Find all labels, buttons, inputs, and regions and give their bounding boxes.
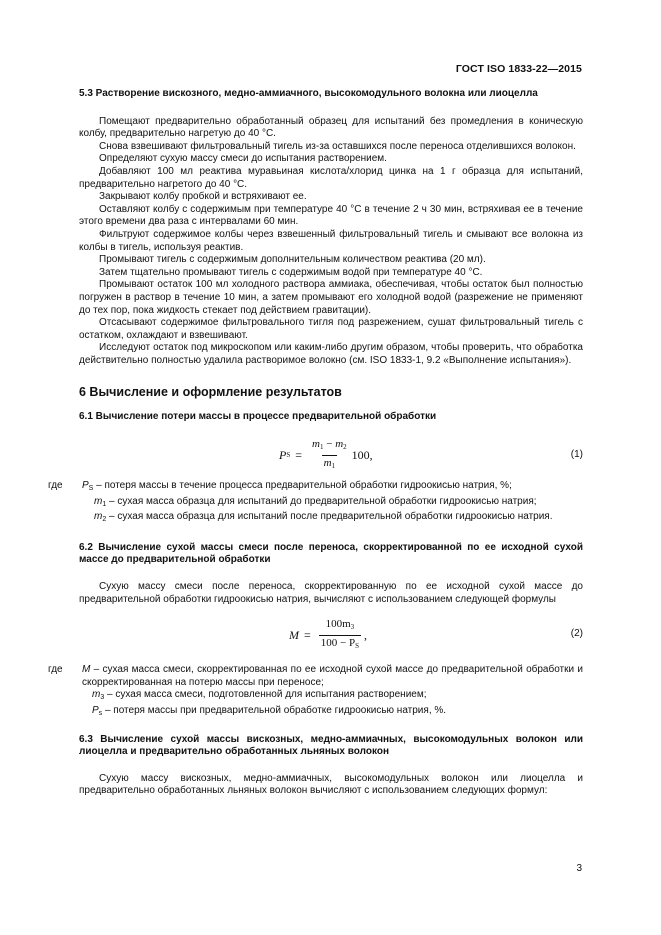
section-5-3-title: 5.3 Растворение вискозного, медно-аммиачного, высокомодульного волокна или лиоцелла bbox=[79, 88, 538, 99]
definition-subscript: s bbox=[98, 710, 103, 717]
paragraph: Фильтруют содержимое колбы через взвешенный фильтровальный тигель и смывают все волокна из колбы в тигель, используя реактив. bbox=[79, 228, 583, 253]
page-content bbox=[48, 88, 583, 798]
paragraph: Промывают остаток 100 мл холодного раствора аммиака, обеспечивая, чтобы остаток был полностью погружен в раствор в течение 10 мин, а затем промывают его холодной водой (разрежение не применяют до тех пор, пока жидкость стекает под действием гравитации). bbox=[79, 279, 583, 316]
paragraph: Затем тщательно промывают тигель с содержимым водой при температуре 40 °C. bbox=[99, 266, 483, 278]
formula-2 bbox=[289, 618, 367, 652]
formula-2-row bbox=[79, 614, 583, 660]
definition-text: – сухая масса образца для испытаний после предварительной обработки гидроокисью натрия. bbox=[106, 511, 553, 523]
definition-item bbox=[82, 664, 583, 689]
formula-text: 100 − P bbox=[320, 636, 356, 649]
formula-text: 100m bbox=[325, 618, 351, 631]
paragraph: Исследуют остаток под микроскопом или каким-либо другим образом, чтобы проверить, что обработка действительно полностью удалила растворимое волокно (см. ISO 1833-1, 9.2 «Выполнение испытания»). bbox=[79, 342, 583, 366]
definition-symbol: P bbox=[82, 480, 89, 492]
paragraph: Добавляют 100 мл реактива муравьиная кислота/хлорид цинка на 1 г образца для испытаний, предварительно нагретого до 40 °C. bbox=[79, 165, 583, 190]
definition-item bbox=[82, 705, 583, 721]
definition-item bbox=[82, 511, 583, 527]
paragraph: Промывают тигель с содержимым дополнительным количеством реактива (20 мл). bbox=[99, 254, 486, 266]
definition-symbol: m bbox=[92, 689, 101, 701]
paragraph: Сухую массу вискозных, медно-аммиачных, высокомодульных волокон или лиоцелла и предварительно обработанных льняных волокон вычисляют с использованием следующих формул: bbox=[79, 772, 583, 797]
formula-equals: = bbox=[304, 628, 311, 643]
definition-item bbox=[82, 480, 583, 496]
definition-subscript: 1 bbox=[102, 500, 107, 508]
definition-text: – сухая масса образца для испытаний до предварительной обработки гидроокисью натрия; bbox=[106, 495, 537, 507]
formula-fraction bbox=[310, 438, 349, 472]
formula-symbol: m bbox=[312, 438, 320, 451]
formula-operator: − bbox=[323, 438, 336, 451]
definition-symbol: m bbox=[94, 511, 103, 523]
section-5-3-body bbox=[79, 116, 583, 368]
formula-tail: 100, bbox=[351, 447, 373, 462]
formula-symbol: m bbox=[323, 456, 332, 469]
definition-symbol: P bbox=[92, 705, 99, 716]
definition-subscript: 2 bbox=[102, 516, 107, 524]
where-word: где bbox=[48, 664, 63, 676]
section-6-2-title: 6.2 Вычисление сухой массы смеси после переноса, скорректированной по ее исходной сухой массе до предварительной обработки bbox=[79, 541, 583, 566]
formula-1-definitions bbox=[48, 480, 583, 527]
definition-text: – сухая масса смеси, подготовленной для испытания растворением; bbox=[104, 689, 427, 701]
definition-text: – потеря массы при предварительной обработке гидроокисью натрия, %. bbox=[102, 705, 447, 716]
formula-1-row bbox=[79, 436, 583, 478]
paragraph: Помещают предварительно обработанный образец для испытаний без промедления в коническую колбу, предварительно нагретую до 40 °C. bbox=[79, 115, 583, 140]
formula-subscript: S bbox=[286, 450, 291, 459]
definition-symbol: M bbox=[82, 664, 91, 676]
paragraph: Сухую массу смеси после переноса, скорректированную по ее исходной сухой массе до предварительной обработки гидроокисью натрия, вычисляют с использованием следующей формулы bbox=[79, 581, 583, 605]
formula-fraction bbox=[319, 618, 361, 652]
definition-symbol: m bbox=[94, 495, 103, 507]
formula-subscript: 2 bbox=[343, 443, 347, 452]
formula-2-number: (2) bbox=[570, 628, 583, 640]
definition-subscript: S bbox=[88, 485, 94, 493]
where-word: где bbox=[48, 480, 63, 492]
paragraph: Определяют сухую массу смеси до испытания растворением. bbox=[99, 153, 387, 165]
page-number: 3 bbox=[576, 863, 582, 874]
paragraph: Снова взвешивают фильтровальный тигель из-за оставшихся после переноса отделившихся волокон. bbox=[99, 140, 576, 152]
fraction-denominator bbox=[322, 455, 337, 473]
formula-1-number: (1) bbox=[570, 449, 583, 461]
formula-equals: = bbox=[295, 447, 303, 462]
paragraph: Оставляют колбу с содержимым при температуре 40 °C в течение 2 ч 30 мин, встряхивая ее в течение этого времени два раза с интервалами 60 мин. bbox=[79, 203, 583, 228]
section-6-title: 6 Вычисление и оформление результатов bbox=[79, 385, 342, 400]
formula-1 bbox=[279, 438, 373, 472]
definition-text: – потеря массы в течение процесса предварительной обработки гидроокисью натрия, %; bbox=[93, 480, 512, 492]
formula-subscript: 1 bbox=[331, 461, 336, 470]
definition-item bbox=[82, 496, 583, 512]
fraction-denominator bbox=[319, 635, 361, 653]
formula-tail: , bbox=[364, 628, 368, 643]
formula-symbol: m bbox=[335, 438, 344, 451]
formula-2-definitions bbox=[48, 664, 583, 720]
section-6-3-title: 6.3 Вычисление сухой массы вискозных, медно-аммиачных, высокомодульных волокон или лиоцелла и предварительно обработанных льняных волокон bbox=[79, 733, 583, 758]
formula-subscript: 1 bbox=[319, 443, 324, 452]
definition-subscript: 3 bbox=[100, 694, 105, 702]
section-6-1-title: 6.1 Вычисление потери массы в процессе предварительной обработки bbox=[79, 411, 437, 423]
paragraph: Отсасывают содержимое фильтровального тигля под разрежением, сушат фильтровальный тигель с остатком, охлаждают и взвешивают. bbox=[79, 317, 583, 341]
fraction-numerator bbox=[324, 618, 357, 635]
definition-item bbox=[82, 689, 583, 705]
formula-symbol: P bbox=[279, 447, 287, 462]
fraction-numerator bbox=[310, 438, 349, 455]
document-code-header: ГОСТ ISO 1833-22—2015 bbox=[455, 63, 582, 75]
formula-symbol: M bbox=[289, 628, 299, 643]
paragraph: Закрывают колбу пробкой и встряхивают ее. bbox=[99, 191, 307, 203]
definition-list bbox=[82, 480, 583, 527]
definition-text: – сухая масса смеси, скорректированная по ее исходной сухой массе до предварительной обработки и скорректированная на потерю массы при переносе; bbox=[82, 664, 583, 688]
formula-subscript: 3 bbox=[350, 623, 355, 632]
formula-subscript: S bbox=[355, 641, 360, 650]
definition-list bbox=[82, 664, 583, 720]
